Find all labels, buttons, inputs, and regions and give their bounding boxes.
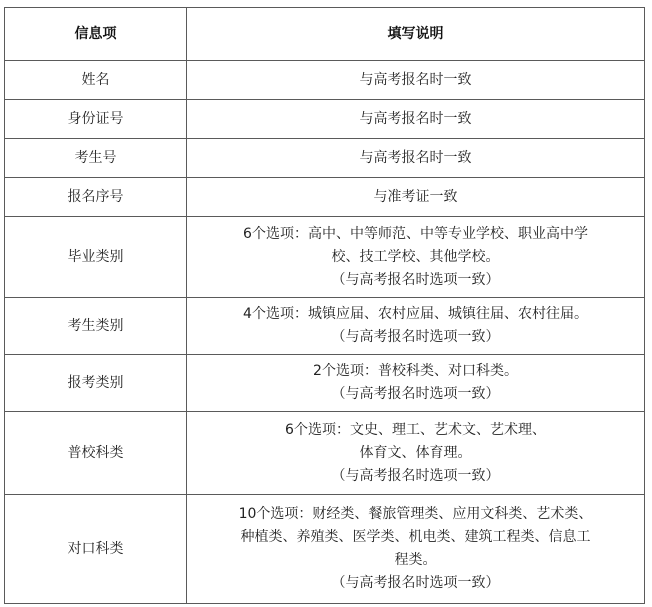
desc-line: 与高考报名时一致 (359, 149, 472, 166)
row-item: 考生类别 (5, 298, 187, 355)
desc-line: 4个选项：城镇应届、农村应届、城镇往届、农村往届。 (243, 306, 588, 322)
desc-line: 种植类、养殖类、医学类、机电类、建筑工程类、信息工 (240, 529, 591, 545)
desc-line: 校、技工学校、其他学校。 (331, 248, 500, 265)
row-item: 毕业类别 (5, 217, 187, 298)
header-row (5, 8, 645, 61)
desc-line: 与准考证一致 (373, 188, 458, 205)
table-row (5, 100, 645, 139)
row-desc (187, 298, 645, 355)
header-item: 信息项 (5, 8, 187, 61)
desc-line: 程类。 (394, 552, 437, 568)
row-item: 报名序号 (5, 178, 187, 217)
table-row (5, 217, 645, 298)
row-item: 报考类别 (5, 355, 187, 412)
row-item: 考生号 (5, 139, 187, 178)
desc-line: 6个选项：文史、理工、艺术文、艺术理、 (285, 421, 546, 438)
desc-note: （与高考报名时选项一致） (331, 329, 500, 345)
desc-line: 与高考报名时一致 (359, 71, 472, 88)
row-desc (187, 495, 645, 604)
table-row (5, 61, 645, 100)
table-row (5, 495, 645, 604)
table-row (5, 139, 645, 178)
row-desc (187, 412, 645, 495)
row-desc (187, 100, 645, 139)
row-desc (187, 217, 645, 298)
desc-note: （与高考报名时选项一致） (331, 386, 500, 402)
row-item: 姓名 (5, 61, 187, 100)
desc-note: （与高考报名时选项一致） (331, 271, 500, 288)
row-item: 身份证号 (5, 100, 187, 139)
desc-line: 体育文、体育理。 (359, 444, 472, 461)
desc-note: （与高考报名时选项一致） (331, 575, 500, 591)
desc-line: 与高考报名时一致 (359, 110, 472, 127)
row-item: 对口科类 (5, 495, 187, 604)
header-desc: 填写说明 (187, 8, 645, 61)
desc-line: 2个选项：普校科类、对口科类。 (313, 363, 518, 379)
row-desc (187, 178, 645, 217)
desc-line: 10个选项：财经类、餐旅管理类、应用文科类、艺术类、 (238, 506, 593, 522)
table-row (5, 412, 645, 495)
info-table (4, 7, 645, 604)
row-desc (187, 61, 645, 100)
table-row (5, 298, 645, 355)
row-item: 普校科类 (5, 412, 187, 495)
desc-line: 6个选项：高中、中等师范、中等专业学校、职业高中学 (243, 225, 588, 242)
desc-note: （与高考报名时选项一致） (331, 467, 500, 484)
table-row (5, 178, 645, 217)
table-row (5, 355, 645, 412)
row-desc (187, 139, 645, 178)
row-desc (187, 355, 645, 412)
